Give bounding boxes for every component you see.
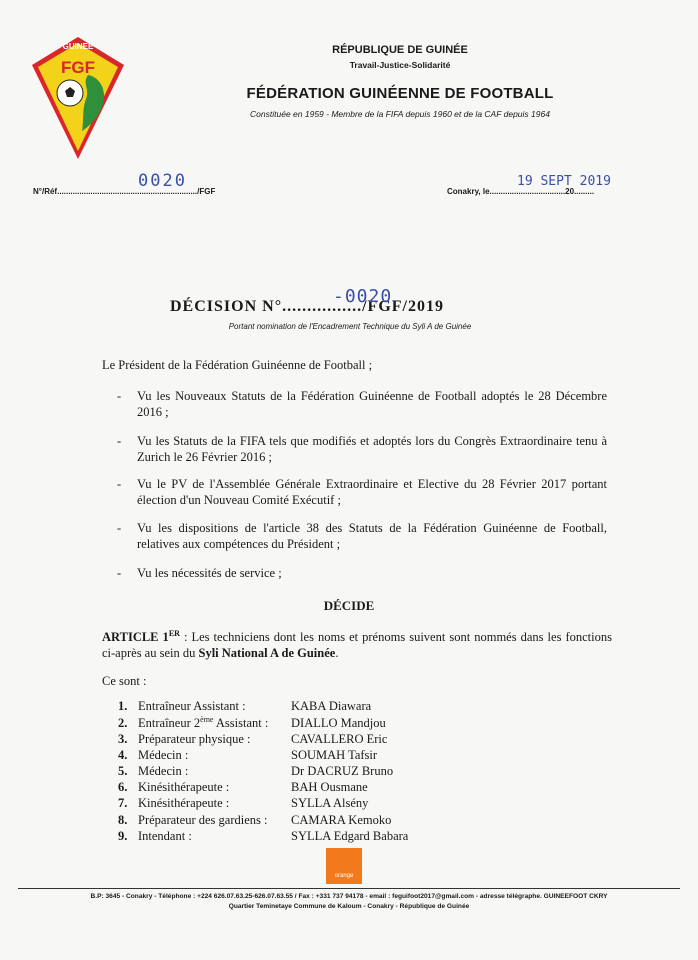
staff-name: CAMARA Kemoko xyxy=(291,813,392,827)
svg-text:GUINEE: GUINEE xyxy=(62,42,94,51)
staff-row xyxy=(118,780,368,796)
bullet-dash: - xyxy=(117,389,122,403)
staff-number: 3. xyxy=(118,732,128,746)
date-trailing-dots: ......... xyxy=(574,187,595,196)
staff-row xyxy=(118,715,386,731)
staff-row xyxy=(118,813,391,829)
staff-row xyxy=(118,699,371,715)
staff-number: 5. xyxy=(118,764,128,778)
staff-role: Préparateur physique : xyxy=(138,732,251,746)
staff-role: Intendant : xyxy=(138,829,192,843)
republic-name: RÉPUBLIQUE DE GUINÉE xyxy=(332,44,468,56)
staff-role-b: Assistant : xyxy=(213,716,269,731)
staff-role: Entraîneur Assistant : xyxy=(138,699,246,713)
footer-contact: B.P: 3645 - Conakry - Téléphone : +224 626.07.63.25-626.07.63.55 / Fax : +331 737 94178 - email : feguifoot2017@gmail.com - adresse télégraphe. GUINEEFOOT CKRY xyxy=(90,893,608,900)
footer-divider xyxy=(18,888,680,889)
consideration-text: Vu les Statuts de la FIFA tels que modifiés et adoptés lors du Congrès Extraordinaire tenu à Zurich le 26 Février 2016 ; xyxy=(137,434,607,464)
decision-suffix: /FGF/2019 xyxy=(362,298,444,315)
staff-role: Médecin : xyxy=(138,764,189,778)
staff-number: 6. xyxy=(118,780,128,794)
date-stamp: 19 SEPT 2019 xyxy=(517,174,611,189)
article-team: Syli National A de Guinée xyxy=(198,646,336,661)
president-intro: Le Président de la Fédération Guinéenne de Football ; xyxy=(102,358,373,372)
consideration-item xyxy=(117,521,607,552)
consideration-item xyxy=(117,434,607,465)
staff-role: Médecin : xyxy=(138,748,189,762)
staff-number: 1. xyxy=(118,699,128,713)
staff-row xyxy=(118,732,387,748)
consideration-text: Vu le PV de l'Assemblée Générale Extraordinaire et Elective du 28 Février 2017 portant élection d'un Nouveau Comité Exécutif ; xyxy=(137,477,607,507)
republic-motto: Travail-Justice-Solidarité xyxy=(349,60,451,70)
bullet-dash: - xyxy=(117,434,122,448)
staff-name: CAVALLERO Eric xyxy=(291,732,388,746)
staff-number: 9. xyxy=(118,829,128,843)
staff-row xyxy=(118,764,393,780)
staff-role: Préparateur des gardiens : xyxy=(138,813,268,827)
article-label-sup: ER xyxy=(168,629,180,638)
date-dots: .................................. xyxy=(489,187,566,196)
date-place: Conakry, le xyxy=(447,187,490,196)
consideration-text: Vu les nécessités de service ; xyxy=(137,566,282,580)
consideration-item xyxy=(117,566,607,582)
reference-line xyxy=(33,187,215,196)
article-1 xyxy=(102,626,612,661)
staff-number: 7. xyxy=(118,796,128,810)
staff-name: SYLLA Alsény xyxy=(291,796,369,810)
consideration-text: Vu les dispositions de l'article 38 des Statuts de la Fédération Guinéenne de Football, relatives aux compétences du Président ; xyxy=(137,521,607,551)
staff-number: 8. xyxy=(118,813,128,827)
staff-name: BAH Ousmane xyxy=(291,780,368,794)
staff-number: 4. xyxy=(118,748,128,762)
fgf-logo xyxy=(30,35,126,161)
staff-name: Dr DACRUZ Bruno xyxy=(291,764,394,778)
decision-number: -0020 xyxy=(333,286,393,307)
consideration-text: Vu les Nouveaux Statuts de la Fédération Guinéenne de Football adoptés le 28 Décembre 2016 ; xyxy=(137,389,607,419)
staff-role-a: Entraîneur 2 xyxy=(138,716,201,731)
article-text: : Les techniciens dont les noms et prénoms suivent sont nommés dans les fonctions ci-après au sein du xyxy=(102,630,612,661)
decision-dots: ................ xyxy=(282,298,363,315)
consideration-item xyxy=(117,389,607,420)
reference-label: N°/Réf. xyxy=(33,187,60,196)
ce-sont-label: Ce sont : xyxy=(102,674,147,688)
federation-constitution: Constituée en 1959 - Membre de la FIFA depuis 1960 et de la CAF depuis 1964 xyxy=(250,109,550,119)
reference-dots: .............................................................. xyxy=(59,187,198,196)
staff-row xyxy=(118,796,368,812)
article-end: . xyxy=(335,646,339,661)
consideration-item xyxy=(117,477,607,508)
staff-name: SOUMAH Tafsir xyxy=(291,748,378,762)
staff-row xyxy=(118,748,377,764)
bullet-dash: - xyxy=(117,521,122,535)
date-year-suffix: 20 xyxy=(565,187,575,196)
staff-name: DIALLO Mandjou xyxy=(291,716,386,731)
bullet-dash: - xyxy=(117,477,122,491)
staff-role: Kinésithérapeute : xyxy=(138,780,230,794)
svg-text:FGF: FGF xyxy=(61,58,95,77)
staff-name: KABA Diawara xyxy=(291,699,372,713)
decision-prefix: DÉCISION N° xyxy=(170,298,283,315)
staff-row xyxy=(118,829,408,845)
staff-role: Kinésithérapeute : xyxy=(138,796,230,810)
decision-subtitle: Portant nomination de l'Encadrement Technique du Syli A de Guinée xyxy=(228,322,472,331)
reference-number: 0020 xyxy=(138,171,187,191)
staff-role xyxy=(138,715,291,731)
reference-suffix: /FGF xyxy=(197,187,216,196)
footer-address: Quartier Teminetaye Commune de Kaloum - Conakry - République de Guinée xyxy=(228,903,470,910)
decide-heading: DÉCIDE xyxy=(323,598,375,613)
article-label: ARTICLE 1 xyxy=(102,630,169,645)
staff-role-sup: ème xyxy=(200,715,214,724)
bullet-dash: - xyxy=(117,566,122,580)
staff-number: 2. xyxy=(118,716,128,731)
staff-name: SYLLA Edgard Babara xyxy=(291,829,409,843)
federation-name: FÉDÉRATION GUINÉENNE DE FOOTBALL xyxy=(246,85,554,102)
orange-logo-text: orange xyxy=(334,873,354,879)
